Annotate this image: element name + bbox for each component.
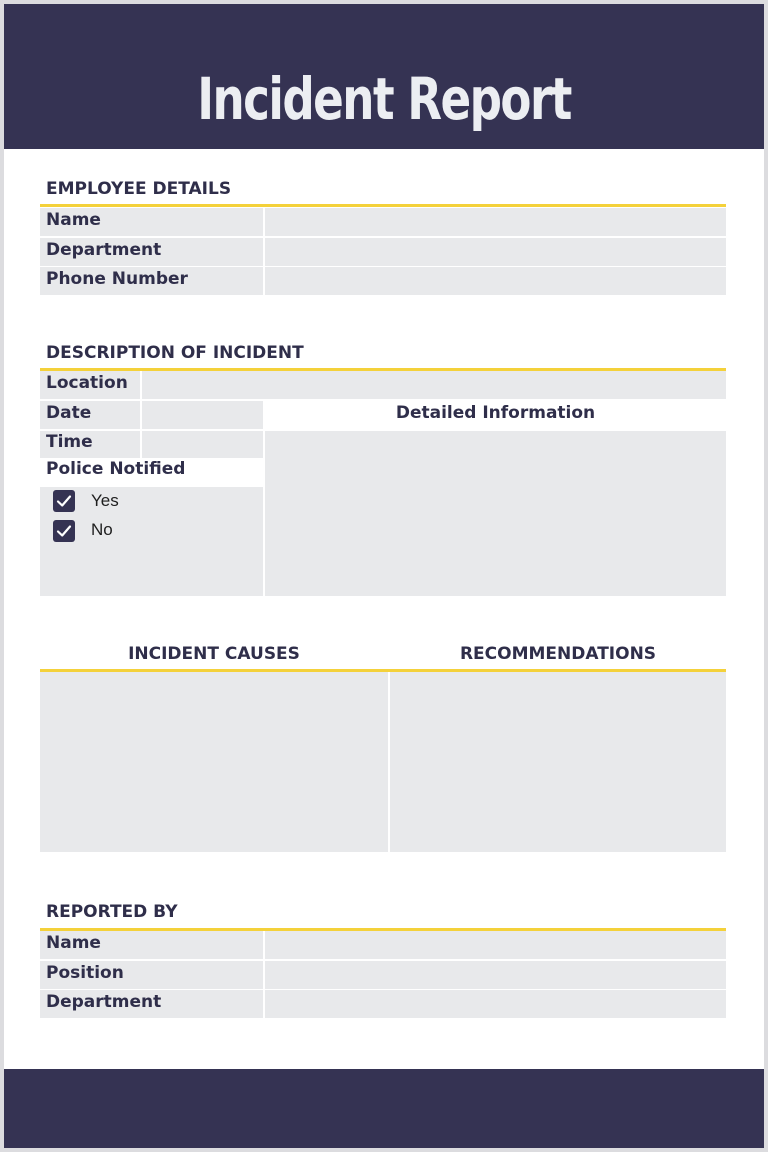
employee-name-label: Name bbox=[46, 210, 101, 230]
date-label: Date bbox=[46, 403, 92, 423]
police-yes-label: Yes bbox=[91, 491, 119, 510]
employee-details-heading: EMPLOYEE DETAILS bbox=[46, 179, 232, 199]
description-heading: DESCRIPTION OF INCIDENT bbox=[46, 343, 304, 363]
page-title: Incident Report bbox=[197, 65, 571, 133]
reporter-department-label: Department bbox=[46, 992, 162, 1012]
detailed-information-label: Detailed Information bbox=[395, 403, 596, 423]
employee-phone-label: Phone Number bbox=[46, 269, 188, 289]
reported-by-heading: REPORTED BY bbox=[46, 902, 178, 922]
employee-phone-field[interactable] bbox=[265, 267, 726, 295]
header-banner bbox=[4, 4, 764, 149]
employee-department-label: Department bbox=[46, 240, 162, 260]
section-divider bbox=[40, 204, 726, 207]
location-label: Location bbox=[46, 373, 128, 393]
police-yes-checkbox[interactable] bbox=[53, 490, 75, 512]
time-field[interactable] bbox=[142, 431, 263, 458]
time-label: Time bbox=[46, 432, 93, 452]
police-notified-label: Police Notified bbox=[46, 459, 186, 479]
employee-name-field[interactable] bbox=[265, 208, 726, 236]
reporter-department-field[interactable] bbox=[265, 990, 726, 1018]
recommendations-field[interactable] bbox=[390, 672, 726, 852]
date-field[interactable] bbox=[142, 401, 263, 429]
police-no-label: No bbox=[91, 520, 113, 539]
reporter-position-field[interactable] bbox=[265, 961, 726, 989]
location-field[interactable] bbox=[142, 371, 726, 399]
detailed-information-field[interactable] bbox=[265, 431, 726, 596]
reporter-name-label: Name bbox=[46, 933, 101, 953]
checkmark-icon bbox=[56, 493, 72, 509]
reporter-position-label: Position bbox=[46, 963, 124, 983]
incident-causes-field[interactable] bbox=[40, 672, 388, 852]
employee-department-field[interactable] bbox=[265, 238, 726, 266]
checkmark-icon bbox=[56, 523, 72, 539]
police-no-checkbox[interactable] bbox=[53, 520, 75, 542]
footer-banner bbox=[4, 1069, 764, 1148]
recommendations-heading: RECOMMENDATIONS bbox=[459, 644, 657, 664]
incident-causes-heading: INCIDENT CAUSES bbox=[128, 644, 300, 664]
reporter-name-field[interactable] bbox=[265, 931, 726, 959]
incident-report-form bbox=[4, 4, 764, 1148]
